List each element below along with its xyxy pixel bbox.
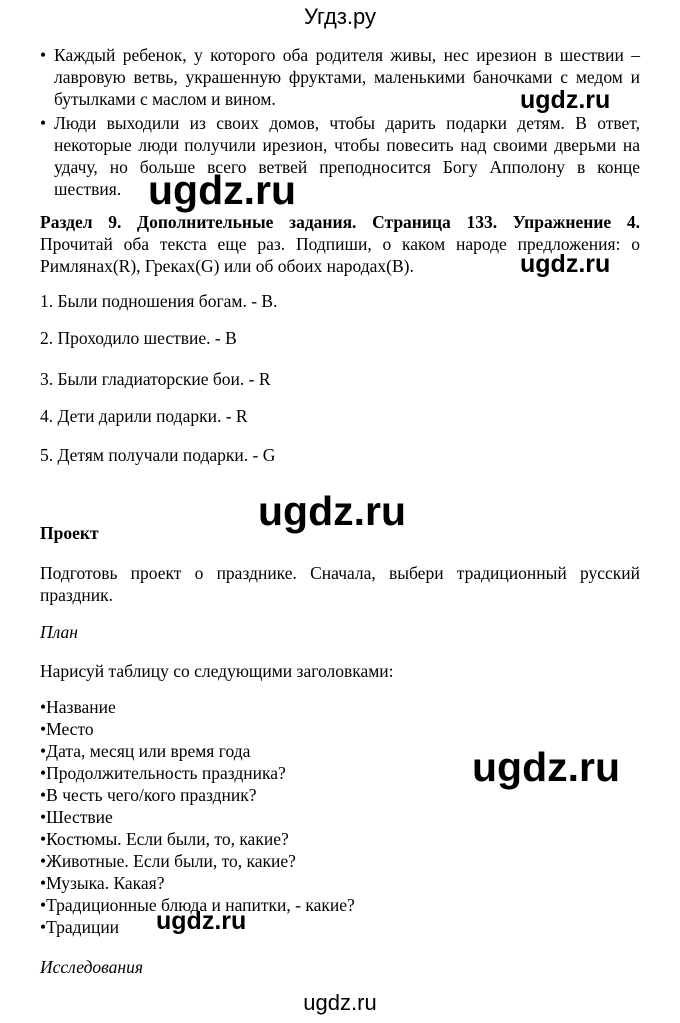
section-heading: Раздел 9. Дополнительные задания. Страница 133. Упражнение 4.	[40, 212, 640, 232]
watermark: ugdz.ru	[156, 907, 247, 935]
answer-5: 5. Детям получали подарки. - G	[40, 445, 276, 465]
bullet-icon: •	[40, 873, 47, 893]
bullet-icon: •	[40, 741, 47, 761]
bullet-icon: •	[40, 829, 47, 849]
list-item	[40, 696, 355, 718]
bullet-text: Каждый ребенок, у которого оба родителя живы, нес ирезион в шествии – лавровую ветвь, украшенную фруктами, маленькими баночками с медом и бутылками с маслом и вином.	[54, 45, 640, 109]
heading-text: Продолжительность праздника?	[46, 763, 286, 783]
list-item	[40, 740, 355, 762]
list-item	[40, 872, 355, 894]
watermark: ugdz.ru	[148, 167, 297, 213]
list-item	[40, 718, 355, 740]
heading-text: Название	[46, 697, 116, 717]
bullet-icon: •	[40, 807, 47, 827]
heading-text: Место	[46, 719, 94, 739]
heading-text: Животные. Если были, то, какие?	[46, 851, 296, 871]
site-footer: ugdz.ru	[303, 990, 377, 1015]
heading-text: Традиции	[46, 917, 120, 937]
bullet-icon: •	[40, 785, 47, 805]
bullet-icon: •	[40, 719, 47, 739]
answer-1: 1. Были подношения богам. - B.	[40, 291, 278, 311]
plan-label: План	[40, 622, 78, 642]
list-item	[40, 806, 355, 828]
list-item	[40, 828, 355, 850]
bullet-icon: •	[40, 113, 47, 133]
heading-text: Шествие	[46, 807, 113, 827]
bullet-icon: •	[40, 895, 47, 915]
bullet-icon: •	[40, 697, 47, 717]
list-item	[40, 112, 640, 200]
top-bullet-list	[40, 44, 640, 200]
bullet-icon: •	[40, 45, 47, 65]
answer-3: 3. Были гладиаторские бои. - R	[40, 369, 271, 389]
answer-4: 4. Дети дарили подарки. - R	[40, 406, 248, 426]
answer-2: 2. Проходило шествие. - B	[40, 328, 237, 348]
bullet-text: Люди выходили из своих домов, чтобы дарить подарки детям. В ответ, некоторые люди получили ирезион, чтобы повесить над своими дверьми на удачу, но больше всего ветвей преподносится Богу Апполону в конце шествия.	[54, 113, 640, 199]
project-intro: Подготовь проект о празднике. Сначала, выбери традиционный русский праздник.	[40, 563, 640, 605]
research-label: Исследования	[40, 957, 143, 977]
list-item	[40, 762, 355, 784]
headings-list	[40, 696, 355, 938]
list-item	[40, 784, 355, 806]
bullet-icon: •	[40, 917, 47, 937]
bullet-icon: •	[40, 763, 47, 783]
heading-text: В честь чего/кого праздник?	[46, 785, 257, 805]
project-title: Проект	[40, 523, 99, 543]
heading-text: Костюмы. Если были, то, какие?	[46, 829, 289, 849]
watermark: ugdz.ru	[520, 250, 611, 278]
bullet-icon: •	[40, 851, 47, 871]
heading-text: Традиционные блюда и напитки, - какие?	[46, 895, 355, 915]
list-item	[40, 850, 355, 872]
section-instruction: Прочитай оба текста еще раз. Подпиши, о каком народе предложения: о Римлянах(R), Греках(G) или об обоих народах(B).	[40, 234, 640, 276]
heading-text: Дата, месяц или время года	[46, 741, 251, 761]
heading-text: Музыка. Какая?	[46, 873, 165, 893]
watermark: ugdz.ru	[258, 488, 407, 534]
watermark: ugdz.ru	[472, 744, 621, 790]
table-instruction: Нарисуй таблицу со следующими заголовками:	[40, 661, 394, 681]
site-header: Угдз.ру	[303, 4, 377, 29]
watermark: ugdz.ru	[520, 86, 611, 114]
